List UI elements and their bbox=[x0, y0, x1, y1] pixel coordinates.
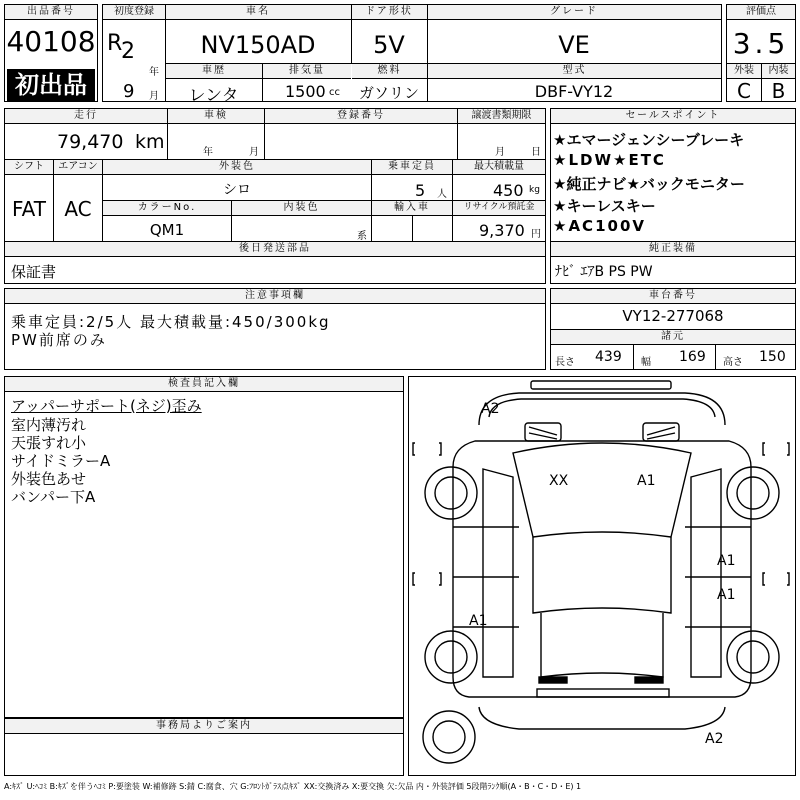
lot-box bbox=[4, 4, 98, 102]
capacity-unit: 人 bbox=[437, 189, 447, 200]
interior-label: 内装 bbox=[762, 64, 795, 79]
recycle-unit: 円 bbox=[531, 229, 541, 240]
ac-label: エアコン bbox=[54, 160, 102, 175]
displacement: 1500 bbox=[285, 82, 326, 101]
fuel-label: 燃料 bbox=[352, 64, 427, 79]
shift-label: シフト bbox=[5, 160, 53, 175]
first-reg-label: 初度登録 bbox=[103, 5, 165, 20]
inspector-line: サイドミラーA bbox=[11, 452, 111, 470]
sales-point-item: ★エマージェンシーブレーキ bbox=[553, 131, 745, 149]
sales-point-item: ★キーレスキー bbox=[553, 197, 656, 215]
height-label: 高さ bbox=[723, 357, 743, 368]
history-label: 車歴 bbox=[166, 64, 262, 79]
car-outline bbox=[409, 377, 795, 775]
later-parts: 保証書 bbox=[11, 263, 57, 281]
sales-point-item: ★LDW★ETC bbox=[553, 151, 666, 169]
recycle-label: リサイクル預託金 bbox=[453, 201, 545, 216]
color-number: QM1 bbox=[149, 221, 185, 239]
ac: AC bbox=[64, 197, 92, 221]
inspector-line: 天張すれ小 bbox=[11, 434, 87, 452]
score-box bbox=[726, 4, 796, 102]
inspector-line: アッパーサポート(ネジ)歪み bbox=[11, 397, 202, 415]
era: R bbox=[107, 31, 123, 56]
notes-box bbox=[4, 288, 546, 370]
width-label: 幅 bbox=[641, 357, 651, 368]
mileage-label: 走行 bbox=[5, 109, 167, 124]
door-type: 5V bbox=[373, 31, 405, 59]
transfer-label: 譲渡書類期限 bbox=[458, 109, 545, 124]
model: DBF-VY12 bbox=[534, 82, 614, 101]
load-unit: kg bbox=[529, 185, 540, 195]
history: レンタ bbox=[188, 86, 239, 106]
height: 150 bbox=[759, 349, 786, 365]
damage-mark: A1 bbox=[469, 613, 488, 629]
sales-points-label: セールスポイント bbox=[551, 109, 795, 124]
inspector-line: 外装色あせ bbox=[11, 470, 87, 488]
load-label: 最大積載量 bbox=[453, 160, 545, 175]
color-label: 外装色 bbox=[103, 160, 371, 175]
inspector-line: バンパー下A bbox=[11, 488, 96, 506]
colorno-label: カラーNo. bbox=[103, 201, 231, 216]
header-table bbox=[102, 4, 722, 106]
notes-label: 注意事項欄 bbox=[5, 289, 545, 304]
chassis-number: VY12-277068 bbox=[622, 307, 724, 325]
interior-color-label: 内装色 bbox=[232, 201, 371, 216]
year-unit: 年 bbox=[149, 67, 159, 78]
length: 439 bbox=[595, 349, 622, 365]
equipment-label: 純正装備 bbox=[551, 242, 795, 257]
inspection-label: 車検 bbox=[168, 109, 264, 124]
max-load: 450 bbox=[493, 181, 524, 200]
notes-line: 乗車定員:2/5人 最大積載量:450/300kg bbox=[11, 313, 331, 331]
damage-mark: A1 bbox=[637, 473, 656, 489]
inspection-month-unit: 月 bbox=[249, 147, 259, 158]
first-listing-badge: 初出品 bbox=[7, 69, 95, 101]
inspector-label: 検査員記入欄 bbox=[5, 377, 403, 392]
model-label: 型式 bbox=[428, 64, 721, 79]
later-parts-label: 後日発送部品 bbox=[5, 242, 545, 257]
length-label: 長さ bbox=[555, 357, 575, 368]
score-label: 評価点 bbox=[727, 5, 795, 20]
score: 3.5 bbox=[732, 27, 790, 60]
mileage-unit: km bbox=[135, 131, 165, 153]
capacity-label: 乗車定員 bbox=[372, 160, 452, 175]
era-year: 2 bbox=[121, 39, 135, 64]
displacement-unit: cc bbox=[329, 87, 340, 98]
lot-label: 出品番号 bbox=[5, 5, 97, 20]
transfer-day-unit: 日 bbox=[531, 147, 541, 158]
exterior-color: シロ bbox=[223, 182, 251, 198]
office-box bbox=[4, 718, 404, 776]
fuel: ガソリン bbox=[358, 84, 419, 102]
office-label: 事務局よりご案内 bbox=[5, 719, 403, 734]
sales-point-item: ★AC100V bbox=[553, 217, 646, 235]
grade-label: グレード bbox=[427, 5, 721, 20]
displacement-label: 排気量 bbox=[263, 64, 351, 79]
inspection-year-unit: 年 bbox=[203, 147, 213, 158]
grade: VE bbox=[558, 31, 590, 59]
mileage: 79,470 bbox=[57, 131, 124, 153]
import-label: 輸入車 bbox=[372, 201, 452, 216]
width: 169 bbox=[679, 349, 706, 365]
exterior-grade: C bbox=[737, 79, 751, 103]
recycle-fee: 9,370 bbox=[479, 221, 525, 240]
sales-points-box bbox=[550, 108, 796, 284]
interior-color-unit: 系 bbox=[357, 231, 367, 242]
chassis-box bbox=[550, 288, 796, 370]
capacity: 5 bbox=[415, 181, 426, 200]
lot-number: 40108 bbox=[6, 25, 96, 58]
sales-point-item: ★純正ナビ★バックモニター bbox=[553, 175, 745, 193]
chassis-label: 車台番号 bbox=[551, 289, 795, 304]
car-diagram bbox=[408, 376, 796, 776]
equipment: ﾅﾋﾞ ｴｱB PS PW bbox=[555, 264, 653, 280]
damage-mark: A1 bbox=[717, 553, 736, 569]
damage-mark: A1 bbox=[717, 587, 736, 603]
inspector-box bbox=[4, 376, 404, 718]
notes-line: PW前席のみ bbox=[11, 331, 107, 349]
exterior-label: 外装 bbox=[727, 64, 761, 79]
transfer-month-unit: 月 bbox=[495, 147, 505, 158]
interior-grade: B bbox=[771, 79, 786, 103]
door-label: ドア形状 bbox=[351, 5, 427, 20]
dimensions-label: 諸元 bbox=[551, 329, 795, 345]
damage-mark: XX bbox=[549, 473, 569, 489]
damage-mark: A2 bbox=[705, 731, 724, 747]
inspector-line: 室内薄汚れ bbox=[11, 416, 87, 434]
regno-label: 登録番号 bbox=[265, 109, 457, 124]
damage-mark: A2 bbox=[481, 401, 500, 417]
car-name: NV150AD bbox=[200, 31, 316, 59]
details-table bbox=[4, 108, 546, 284]
shift: FAT bbox=[11, 197, 46, 221]
month: 9 bbox=[123, 81, 135, 102]
month-unit: 月 bbox=[149, 91, 159, 102]
legend: A:ｷｽﾞ U:ﾍｺﾐ B:ｷｽﾞを伴うﾍｺﾐ P:要塗装 W:補修跡 S:錆 C:腐食、穴 G:ﾌﾛﾝﾄｶﾞﾗｽ点ｷｽﾞ XX:交換済み X:要交換 欠:欠品 内・外装評価 5段階ﾗﾝｸ順(A・B・C・D・E) 1 bbox=[4, 782, 582, 791]
car-name-label: 車名 bbox=[165, 5, 351, 20]
